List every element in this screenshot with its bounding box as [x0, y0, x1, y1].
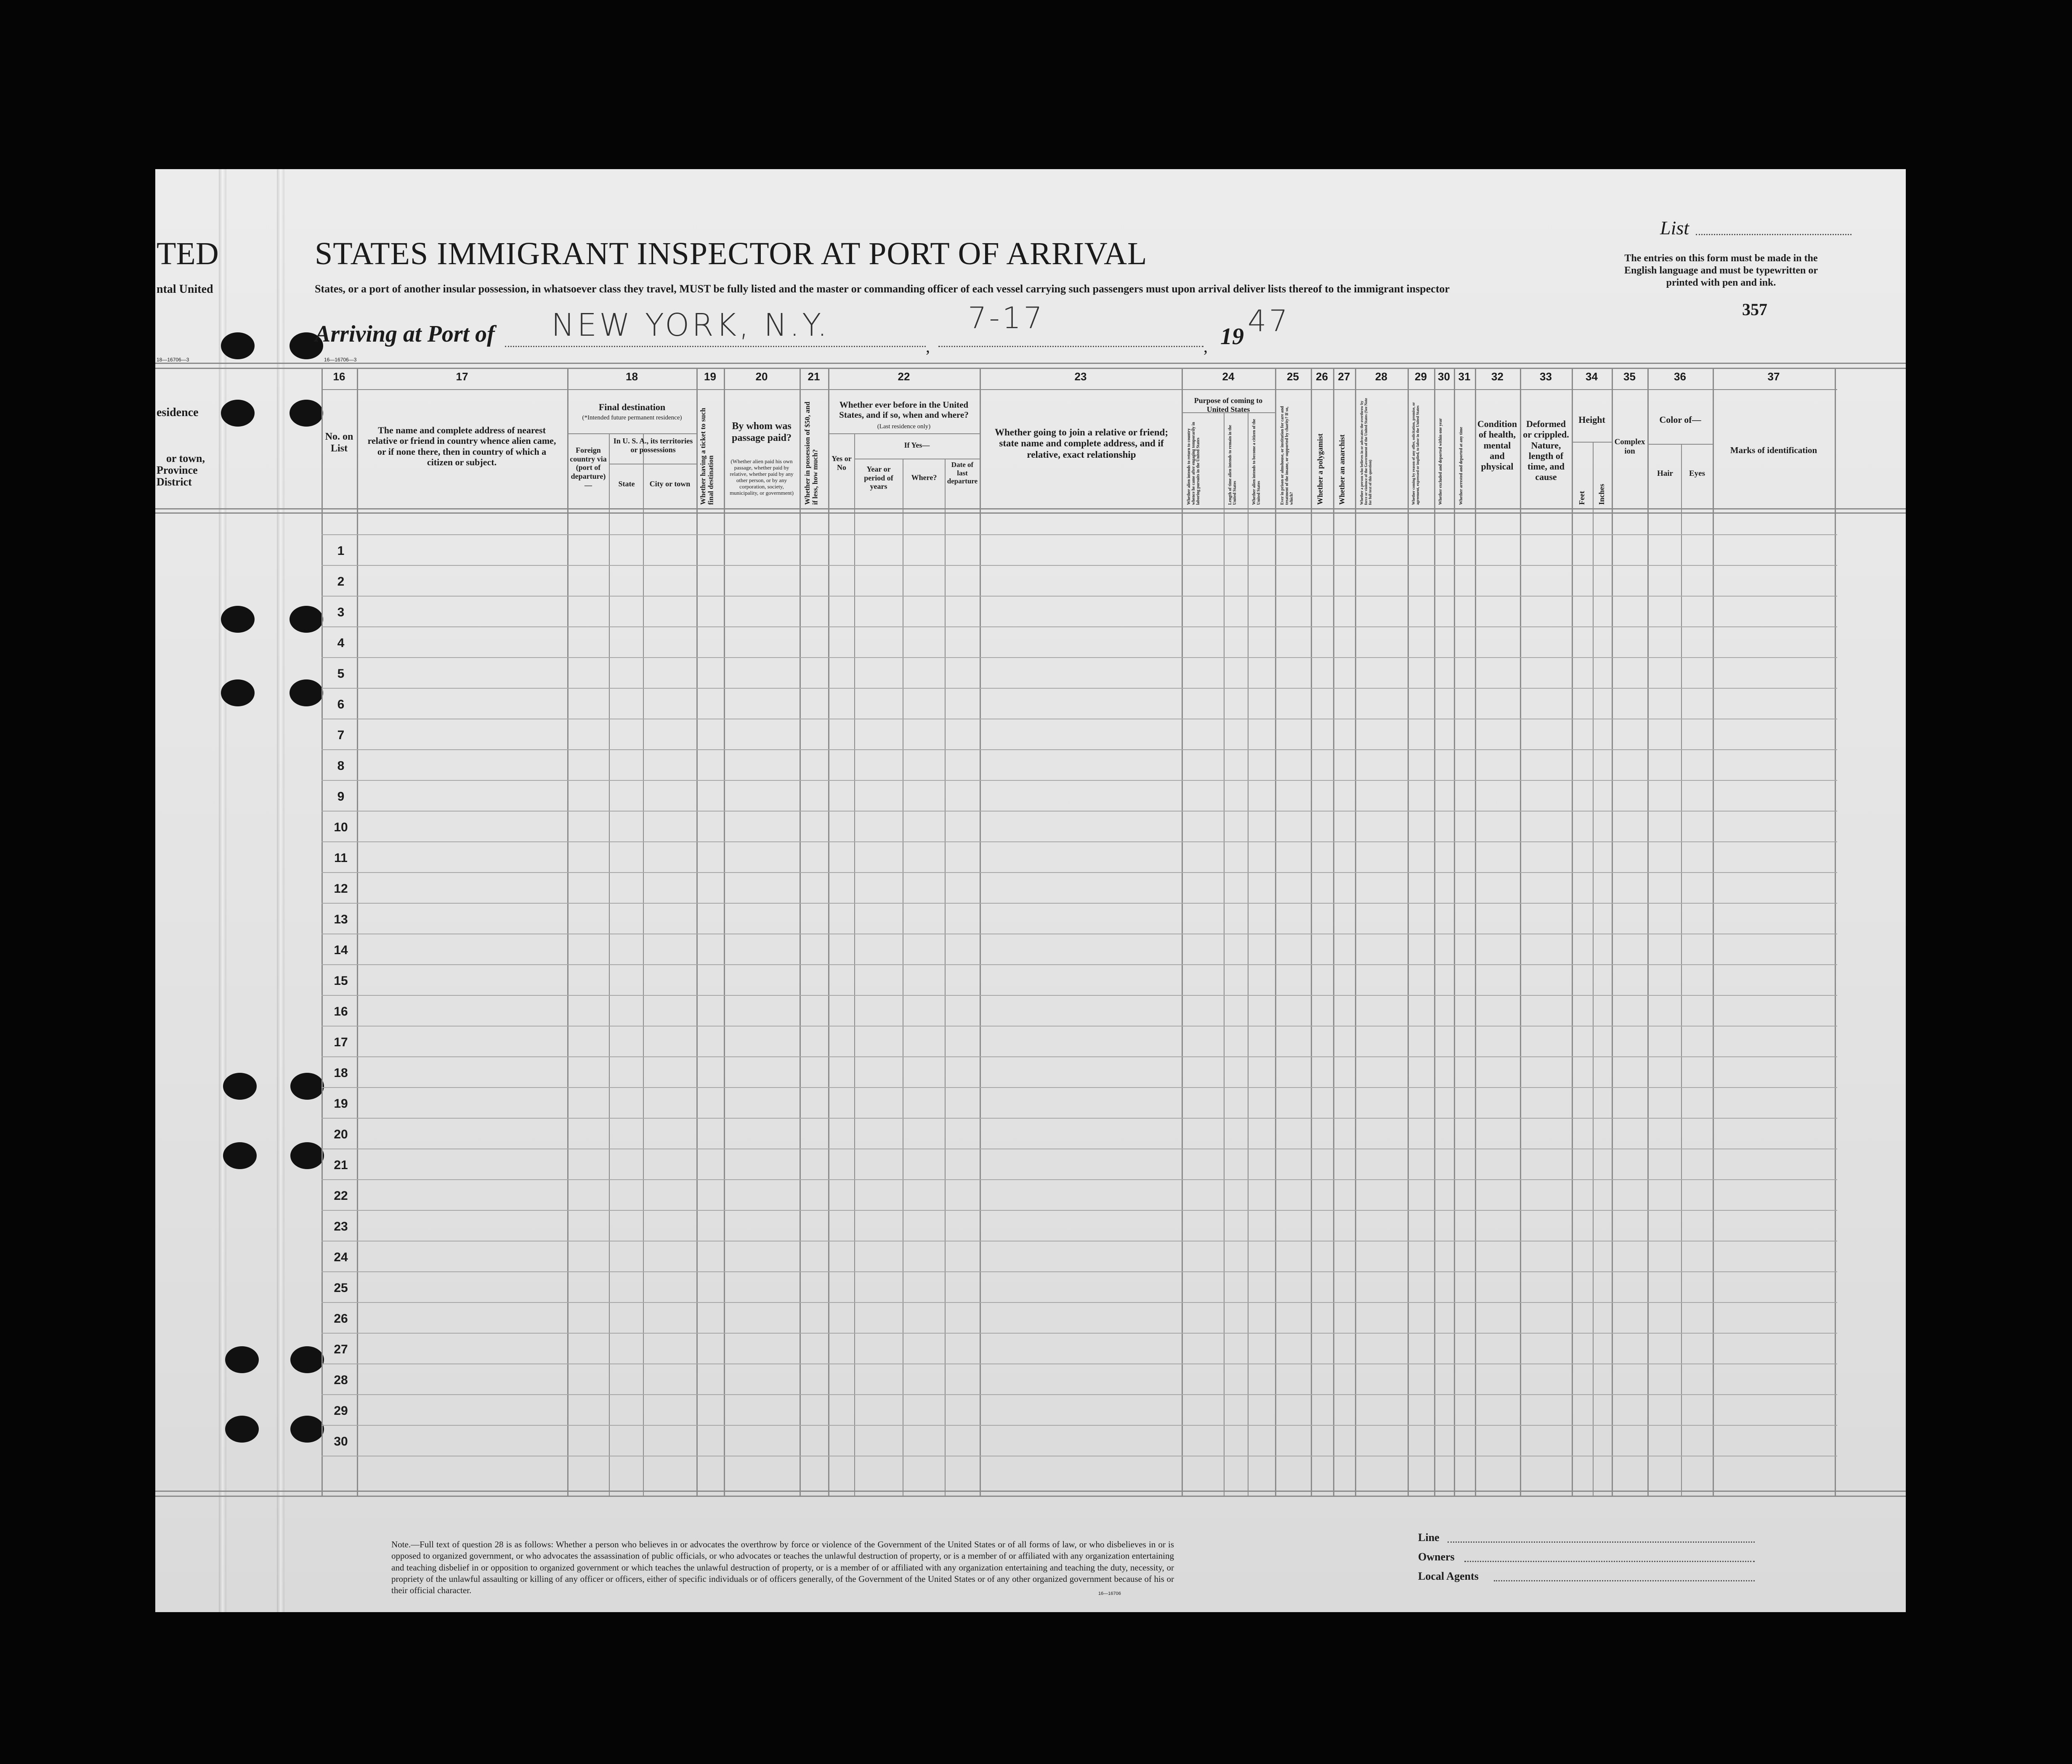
row-number: 11	[334, 851, 348, 865]
header-labor-offer: Whether coming by reason of any offer, solicitation, promise, or agreement, expressed or implied, to labor in the United States	[1411, 402, 1420, 505]
colnum-22: 22	[898, 370, 910, 383]
row-number: 16	[334, 1005, 348, 1019]
punch-hole	[290, 400, 323, 427]
stub-residence: esidence	[157, 406, 199, 419]
header-city-or-town: City or town	[649, 480, 691, 488]
comma-mark: ,	[1203, 337, 1208, 356]
row-line	[321, 1394, 1837, 1395]
col-divider	[828, 368, 829, 1496]
row-number: 9	[337, 790, 345, 804]
row-line	[321, 995, 1837, 996]
header-inches: Inches	[1597, 483, 1606, 505]
row-number: 5	[337, 667, 345, 681]
header-ticket: Whether having a ticket to such final destination	[699, 408, 715, 505]
colnum-33: 33	[1540, 370, 1552, 383]
year-prefix: 19	[1220, 324, 1244, 350]
row-number: 29	[334, 1404, 348, 1418]
header-deported: Whether arrested and deported at any time	[1459, 427, 1464, 505]
row-number: 15	[334, 974, 348, 988]
table-bottom-rule	[155, 1496, 1906, 1497]
row-number: 24	[334, 1250, 348, 1264]
port-value: NEW YORK, N.Y.	[551, 307, 830, 343]
row-number: 18	[334, 1066, 348, 1080]
row-line	[321, 1179, 1837, 1180]
colnum-29: 29	[1415, 370, 1427, 383]
year-value: 47	[1248, 304, 1291, 338]
punch-hole	[290, 679, 323, 706]
header-year-period: Year or period of years	[864, 465, 893, 491]
col-divider	[980, 368, 981, 1496]
header-final-destination-note: (*Intended future permanent residence)	[582, 414, 682, 421]
row-line	[321, 1087, 1837, 1088]
header-polygamist: Whether a polygamist	[1316, 433, 1324, 505]
row-line	[321, 565, 1837, 566]
footer-line-field	[1448, 1541, 1755, 1543]
page-title: STATES IMMIGRANT INSPECTOR AT PORT OF ARRIVAL	[315, 236, 1148, 271]
row-line	[321, 688, 1837, 689]
colnum-30: 30	[1438, 370, 1450, 383]
page-subtitle: States, or a port of another insular possession, in whatsoever class they travel, MUST be fully listed and the master or commanding officer of each vessel carrying such passengers must upon arrival deliver lists thereof to the immigrant inspector	[315, 283, 1450, 295]
column-number-rule	[321, 389, 1837, 390]
col-divider	[1454, 368, 1455, 1496]
col-divider	[696, 368, 698, 1496]
header-join-relative: Whether going to join a relative or friend; state name and complete address, and if relative, exact relationship	[994, 427, 1169, 460]
form-code-left: 18—16706—3	[157, 357, 189, 363]
header-height: Height	[1578, 414, 1605, 425]
row-number: 7	[337, 728, 345, 742]
left-title-fragment: TED	[157, 236, 219, 271]
colnum-31: 31	[1458, 370, 1471, 383]
row-number: 12	[334, 882, 348, 896]
header-relative-address: The name and complete address of nearest relative or friend in country whence alien came, or if none there, then in country of which a citizen or subject.	[367, 425, 556, 467]
row-line	[321, 872, 1837, 873]
col-divider	[1593, 442, 1594, 1496]
punch-hole	[225, 1346, 259, 1373]
col-divider	[800, 368, 801, 1496]
header-overthrow: Whether a person who believes in or advocates the overthrow by force or violence of the Government of the United States (See Note for full text of this question)	[1360, 398, 1372, 505]
form-code-mid: 16—16706—3	[324, 357, 357, 363]
header-anarchist: Whether an anarchist	[1338, 434, 1346, 505]
row-line	[321, 657, 1837, 658]
row-number: 6	[337, 698, 345, 711]
stub-town: or town,	[166, 452, 205, 464]
subheader-rule	[1647, 444, 1713, 445]
col-divider	[1612, 368, 1613, 1496]
header-ever-before: Whether ever before in the United States, and if so, when and where?	[839, 400, 969, 420]
col-divider	[1475, 368, 1476, 1496]
row-number: 10	[334, 820, 348, 834]
row-number: 30	[334, 1435, 348, 1448]
arriving-label: Arriving at Port of	[315, 321, 495, 347]
header-passage-paid: By whom was passage paid?	[731, 421, 792, 443]
page-fold	[277, 169, 284, 1612]
row-line	[321, 1333, 1837, 1334]
colnum-18: 18	[626, 370, 638, 383]
col-divider	[1333, 368, 1334, 1496]
colnum-20: 20	[755, 370, 768, 383]
header-in-usa: In U. S. A., its territories or possessions	[613, 437, 693, 454]
page-fold	[219, 169, 226, 1612]
row-line	[321, 534, 1837, 535]
col-divider	[1681, 444, 1682, 1496]
footer-form-code: 16—16706	[1098, 1591, 1121, 1596]
header-deformed: Deformed or crippled. Nature, length of time, and cause	[1523, 419, 1569, 483]
left-subtitle-fragment: ntal United	[157, 283, 213, 296]
subheader-rule	[567, 433, 696, 434]
header-purpose: Purpose of coming to United States	[1194, 396, 1263, 414]
col-divider	[1408, 368, 1409, 1496]
colnum-17: 17	[456, 370, 468, 383]
row-line	[321, 1056, 1837, 1057]
col-divider	[1275, 368, 1276, 1496]
colnum-27: 27	[1338, 370, 1350, 383]
row-number: 17	[334, 1035, 348, 1049]
row-line	[321, 1425, 1837, 1426]
header-where: Where?	[911, 473, 937, 482]
header-final-destination: Final destination	[598, 402, 666, 412]
header-purpose-return: Whether alien intends to return to country whence he came after engaging temporarily in laboring pursuits in the United States	[1187, 422, 1201, 505]
row-line	[321, 1363, 1837, 1364]
header-purpose-length: Length of time alien intends to remain in the United States	[1228, 425, 1237, 505]
header-hair: Hair	[1657, 469, 1673, 478]
punch-hole	[290, 1142, 324, 1169]
punch-hole	[290, 1416, 324, 1443]
header-color-of: Color of—	[1659, 414, 1701, 425]
row-number: 23	[334, 1220, 348, 1233]
col-divider	[1355, 368, 1356, 1496]
header-purpose-citizen: Whether alien intends to become a citizen of the United States	[1252, 419, 1261, 505]
footer-line-label: Line	[1418, 1531, 1440, 1544]
footer-agents-label: Local Agents	[1418, 1570, 1479, 1582]
col-divider	[567, 368, 568, 1496]
col-divider	[321, 368, 323, 1496]
row-number: 3	[337, 605, 345, 619]
col-divider	[724, 368, 725, 1496]
header-date-last-departure: Date of last departure	[947, 461, 978, 485]
col-divider	[1647, 368, 1649, 1496]
header-bottom-rule	[155, 508, 1906, 509]
col-divider	[357, 368, 358, 1496]
col-divider	[1311, 368, 1312, 1496]
row-number: 21	[334, 1158, 348, 1172]
colnum-28: 28	[1375, 370, 1387, 383]
punch-hole	[290, 1346, 324, 1373]
header-health: Condition of health, mental and physical	[1477, 419, 1517, 472]
list-line	[1696, 234, 1852, 235]
row-line	[321, 626, 1837, 627]
row-line	[321, 1026, 1837, 1027]
row-number: 4	[337, 636, 345, 650]
punch-hole	[221, 400, 255, 427]
row-number: 20	[334, 1127, 348, 1141]
colnum-35: 35	[1623, 370, 1636, 383]
comma-mark: ,	[926, 337, 930, 356]
punch-hole	[290, 1073, 324, 1100]
table-top-rule	[155, 368, 1906, 369]
row-line	[321, 1271, 1837, 1272]
row-line	[321, 596, 1837, 597]
header-eyes: Eyes	[1689, 469, 1705, 478]
header-foreign-country: Foreign country via (port of departure)—	[570, 446, 607, 489]
row-number: 2	[337, 575, 345, 589]
row-number: 25	[334, 1281, 348, 1295]
date-line	[938, 346, 1203, 347]
colnum-21: 21	[808, 370, 820, 383]
punch-hole	[223, 1073, 257, 1100]
header-yes-no: Yes or No	[831, 454, 852, 472]
footer-note: Note.—Full text of question 28 is as follows: Whether a person who believes in or advocates the overthrow by force or violence of the Government of the United States or of all forms of law, or who disbelieves in or is opposed to organized government, or who advocates the assassination of public officials, or who advocates or teaches the unlawful destruction of property, or is a member of or affiliated with any organization entertaining and teaching disbelief in or opposition to organized government or which teaches the unlawful destruction of property, or is a member of or affiliated with any organization entertaining and teaching the duty, necessity, or propriety of the unlawful assaulting or killing of any officer or officers, either of specific individuals or of officers generally, of the Government of the United States or of any other organized government because of his or their official character.	[391, 1539, 1174, 1596]
punch-hole	[221, 679, 255, 706]
col-divider	[1835, 368, 1836, 1496]
footer-owners-field	[1464, 1561, 1755, 1562]
header-passage-paid-note: (Whether alien paid his own passage, whether paid by relative, whether paid by any other person, or by any corporation, society, municipality, or government)	[730, 458, 794, 496]
colnum-32: 32	[1491, 370, 1504, 383]
stamp-number: 357	[1742, 300, 1767, 319]
row-number: 27	[334, 1342, 348, 1356]
col-divider	[1434, 368, 1435, 1496]
row-line	[321, 1118, 1837, 1119]
stub-district: District	[157, 476, 192, 488]
header-marks: Marks of identification	[1730, 445, 1817, 455]
header-prison: Ever in prison or almshouse, or institution for care and treatment of the insane, or supported by charity? If so, which?	[1280, 406, 1294, 505]
colnum-26: 26	[1316, 370, 1328, 383]
row-line	[321, 964, 1837, 965]
row-number: 13	[334, 913, 348, 926]
row-line	[321, 749, 1837, 750]
colnum-25: 25	[1287, 370, 1299, 383]
row-number: 14	[334, 943, 348, 957]
punch-hole	[290, 606, 323, 633]
port-line	[505, 346, 926, 347]
form-instructions: The entries on this form must be made in the English language and must be typewritten or printed with pen and ink.	[1624, 253, 1818, 288]
header-possession-50: Whether in possession of $50, and if less, how much?	[803, 401, 819, 505]
header-feet: Feet	[1578, 491, 1586, 505]
list-label: List	[1660, 217, 1689, 239]
row-number: 1	[337, 544, 345, 558]
col-divider	[945, 459, 946, 1496]
row-number: 19	[334, 1097, 348, 1111]
colnum-36: 36	[1674, 370, 1686, 383]
date-value: 7-17	[968, 301, 1045, 335]
subheader-rule	[828, 433, 980, 434]
colnum-16: 16	[333, 370, 345, 383]
row-line	[321, 841, 1837, 842]
col-divider	[1572, 368, 1573, 1496]
header-ever-before-note: (Last residence only)	[877, 423, 931, 430]
row-line	[321, 1302, 1837, 1303]
footer-owners-label: Owners	[1418, 1551, 1455, 1563]
punch-hole	[223, 1142, 257, 1169]
row-line	[321, 811, 1837, 812]
header-no-on-list: No. on List	[325, 431, 353, 454]
row-number: 8	[337, 759, 345, 773]
punch-hole	[221, 332, 255, 359]
punch-hole	[225, 1416, 259, 1443]
table-bottom-rule	[155, 1491, 1906, 1492]
row-number: 28	[334, 1373, 348, 1387]
stub-province: Province	[157, 464, 198, 476]
table-top-rule	[155, 363, 1906, 364]
header-state: State	[618, 480, 635, 488]
row-number: 26	[334, 1312, 348, 1326]
header-bottom-rule	[155, 512, 1906, 514]
subheader-rule	[1572, 442, 1612, 443]
colnum-34: 34	[1586, 370, 1598, 383]
col-divider	[1713, 368, 1714, 1496]
footer-agents-field	[1494, 1580, 1755, 1581]
row-line	[321, 1210, 1837, 1211]
colnum-37: 37	[1767, 370, 1780, 383]
header-excluded: Whether excluded and deported within one year	[1438, 418, 1443, 505]
punch-hole	[221, 606, 255, 633]
colnum-23: 23	[1074, 370, 1087, 383]
row-number: 22	[334, 1189, 348, 1203]
header-if-yes: If Yes—	[904, 441, 930, 449]
manifest-page	[155, 169, 1906, 1612]
col-divider	[1182, 368, 1183, 1496]
row-line	[321, 780, 1837, 781]
col-divider	[1520, 368, 1521, 1496]
row-line	[321, 903, 1837, 904]
colnum-19: 19	[704, 370, 716, 383]
header-complexion: Complexion	[1614, 438, 1645, 456]
colnum-24: 24	[1222, 370, 1235, 383]
